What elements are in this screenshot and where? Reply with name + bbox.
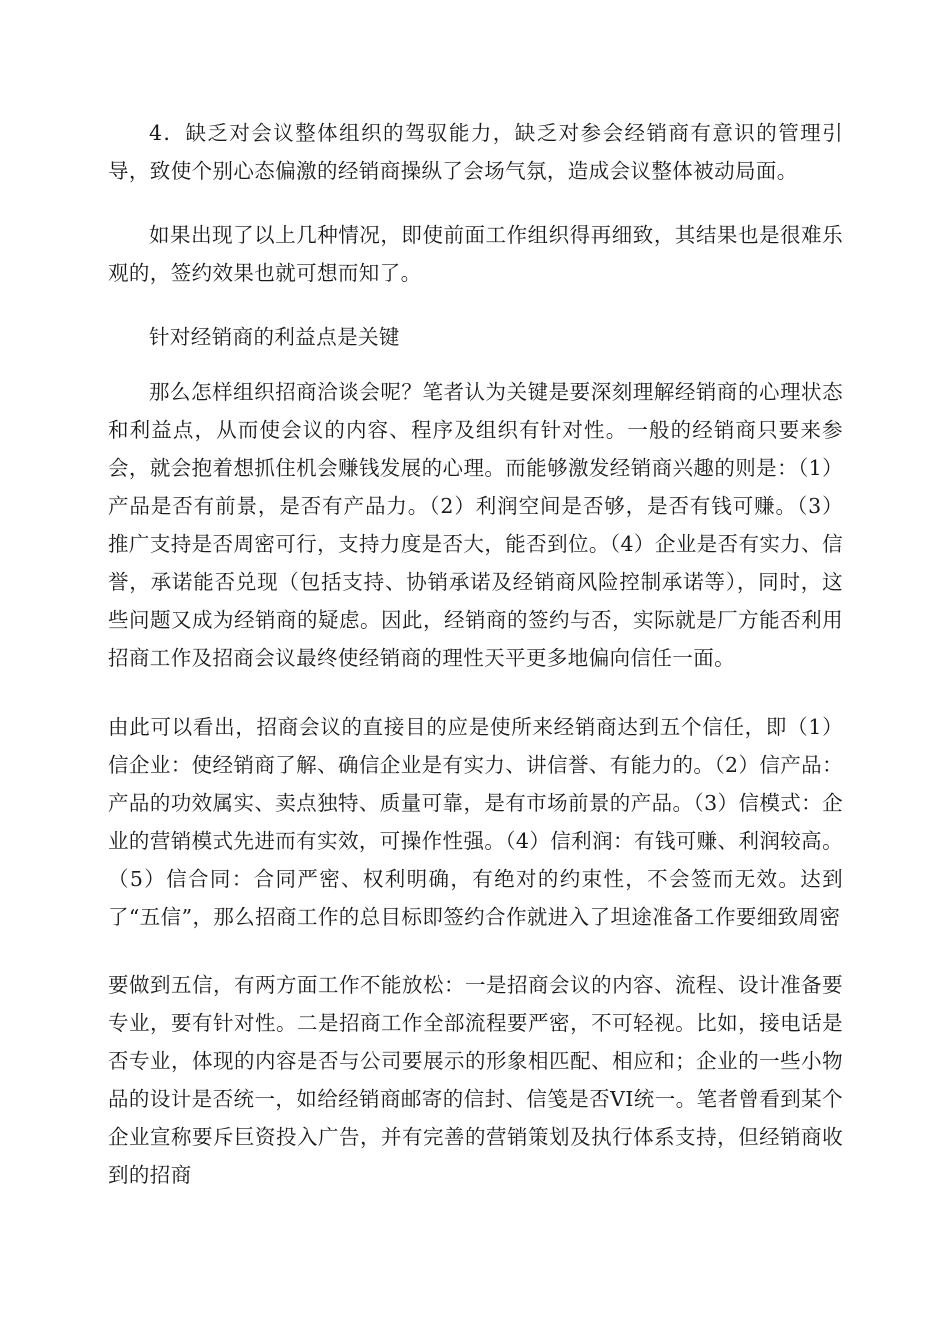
paragraph-meeting-control: 4．缺乏对会议整体组织的驾驭能力，缺乏对参会经销商有意识的管理引导，致使个别心态偏激的经销商操纵了会场气氛，造成会议整体被动局面。	[108, 121, 843, 183]
paragraph-preparation-work: 要做到五信，有两方面工作不能放松：一是招商会议的内容、流程、设计准备要专业，要有针对性。二是招商工作全部流程要严密，不可轻视。比如，接电话是否专业，体现的内容是否与公司要展示的形象相匹配、相应和；企业的一些小物品的设计是否统一，如给经销商邮寄的信封、信笺是否VI统一。笔者曾看到某个企业宣称要斥巨资投入广告，并有完善的营销策划及执行体系支持，但经销商收到的招商	[108, 973, 843, 1187]
paragraph-five-trusts: 由此可以看出，招商会议的直接目的应是使所来经销商达到五个信任，即（1）信企业：使经销商了解、确信企业是有实力、讲信誉、有能力的。（2）信产品：产品的功效属实、卖点独特、质量可靠，是有市场前景的产品。（3）信模式：企业的营销模式先进而有实效，可操作性强。（4）信利润：有钱可赚、利润较高。（5）信合同：合同严密、权利明确，有绝对的约束性，不会签而无效。达到了“五信”，那么招商工作的总目标即签约合作就进入了坦途准备工作要细致周密	[108, 715, 843, 929]
section-heading: 针对经销商的利益点是关键	[149, 325, 400, 349]
paragraph-signing-effect: 如果出现了以上几种情况，即使前面工作组织得再细致，其结果也是很难乐观的，签约效果也就可想而知了。	[108, 223, 843, 285]
paragraph-dealer-interests: 那么怎样组织招商洽谈会呢？笔者认为关键是要深刻理解经销商的心理状态和利益点，从而使会议的内容、程序及组织有针对性。一般的经销商只要来参会，就会抱着想抓住机会赚钱发展的心理。而能够激发经销商兴趣的则是：（1）产品是否有前景，是否有产品力。（2）利润空间是否够，是否有钱可赚。（3）推广支持是否周密可行，支持力度是否大，能否到位。（4）企业是否有实力、信誉，承诺能否兑现（包括支持、协销承诺及经销商风险控制承诺等），同时，这些问题又成为经销商的疑虑。因此，经销商的签约与否，实际就是厂方能否利用招商工作及招商会议最终使经销商的理性天平更多地偏向信任一面。	[108, 380, 843, 670]
